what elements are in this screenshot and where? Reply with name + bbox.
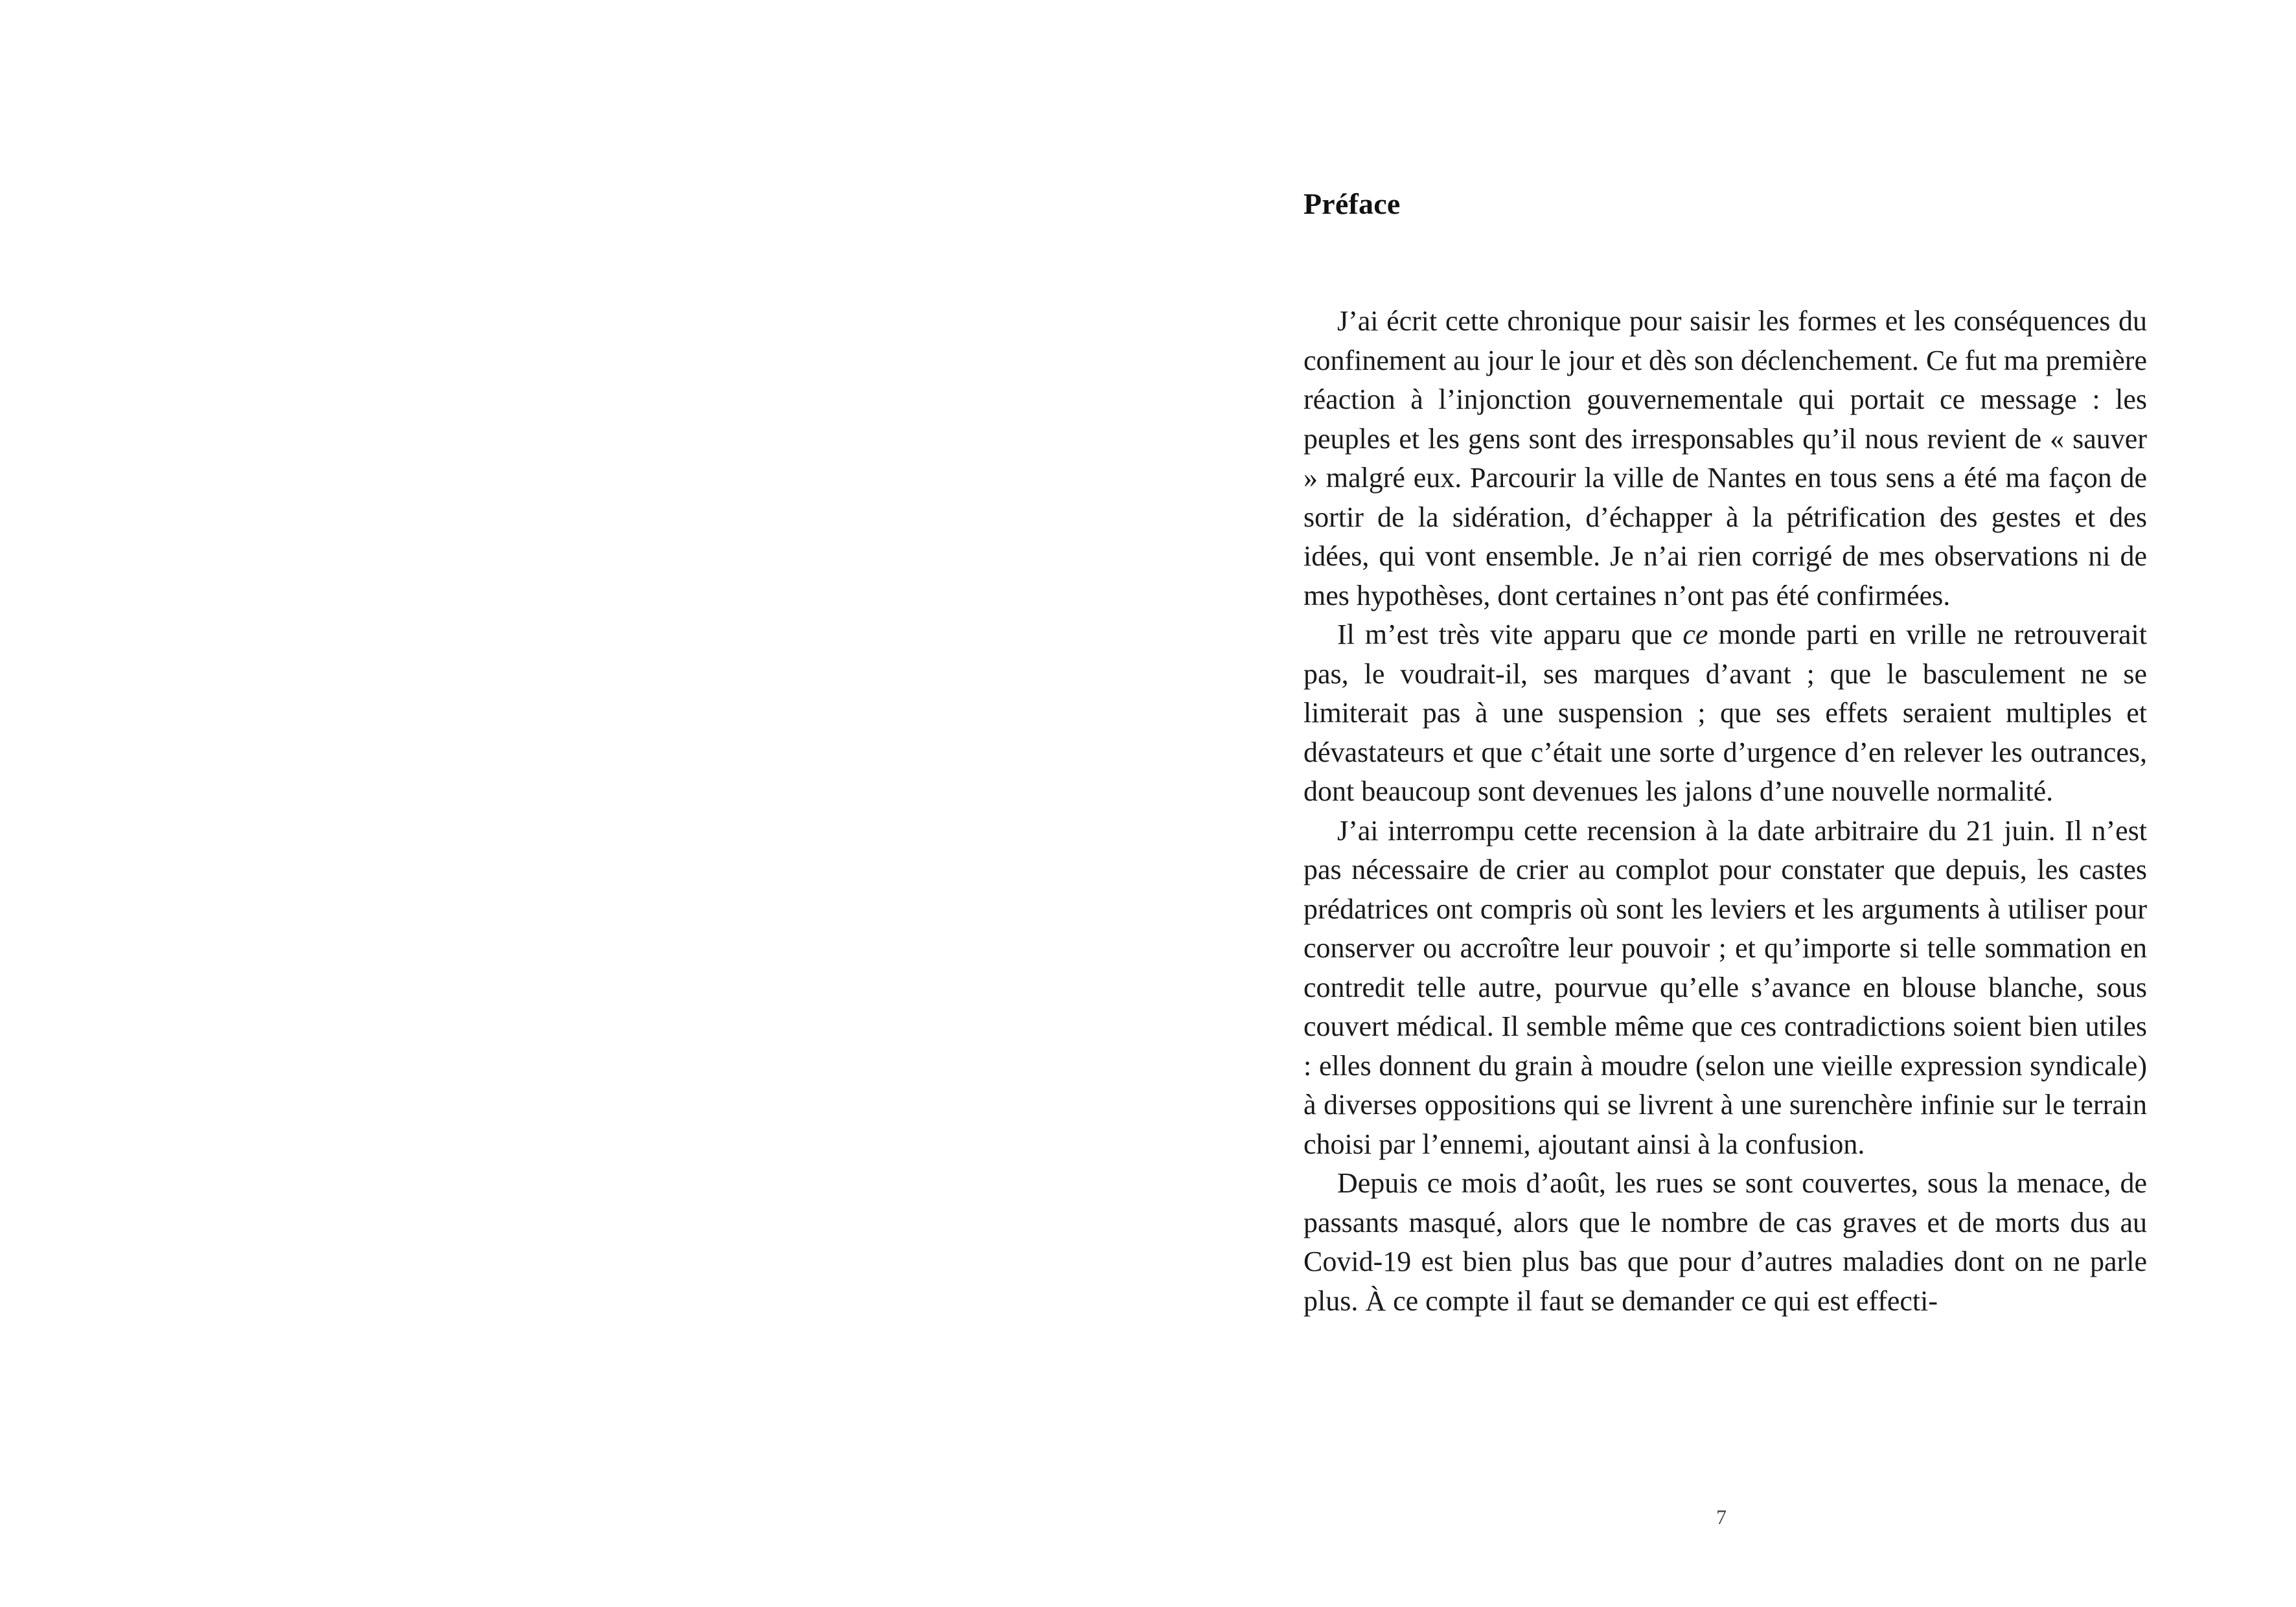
paragraph-2-start: Il m’est très vite apparu que [1337,619,1683,650]
right-page [1148,0,2296,1607]
paragraph-2-end: monde parti en vrille ne retrouverait pas, le voudrait-il, ses marques d’avant ; que le basculement ne se limiterait pas à une suspension ; que ses effets seraient multiples et dévastateurs et que c’était une sorte d’urgence d’en relever les outrances, dont beaucoup sont devenues les jalons d’une nouvelle normalité. [1303,619,2147,807]
preface-body [1303,302,2147,1321]
page-number: 7 [1716,1505,1727,1529]
paragraph-2 [1303,615,2147,812]
paragraph-4: Depuis ce mois d’août, les rues se sont couvertes, sous la menace, de passants masqué, alors que le nombre de cas graves et de morts dus au Covid-19 est bien plus bas que pour d’autres maladies dont on ne parle plus. À ce compte il faut se demander ce qui est effecti- [1303,1167,2147,1317]
paragraph-3: J’ai interrompu cette recension à la date arbitraire du 21 juin. Il n’est pas nécessaire de crier au complot pour constater que depuis, les castes prédatrices ont compris où sont les leviers et les arguments à utiliser pour conserver ou accroître leur pouvoir ; et qu’importe si telle sommation en contredit telle autre, pourvue qu’elle s’avance en blouse blanche, sous couvert médical. Il semble même que ces contradictions soient bien utiles : elles donnent du grain à moudre (selon une vieille expression syndicale) à diverses oppositions qui se livrent à une surenchère infinie sur le terrain choisi par l’ennemi, ajoutant ainsi à la confusion. [1303,814,2147,1160]
chapter-heading: Préface [1303,187,1401,220]
paragraph-2-emphasis: ce [1682,619,1708,650]
paragraph-1: J’ai écrit cette chronique pour saisir les formes et les conséquences du confinement au jour le jour et dès son déclenchement. Ce fut ma première réaction à l’injonction gouvernementale qui portait ce message : les peuples et les gens sont des irresponsables qu’il nous revient de « sauver » malgré eux. Parcourir la ville de Nantes en tous sens a été ma façon de sortir de la sidération, d’échapper à la pétrification des gestes et des idées, qui vont ensemble. Je n’ai rien corrigé de mes observations ni de mes hypothèses, dont certaines n’ont pas été confirmées. [1303,305,2147,611]
